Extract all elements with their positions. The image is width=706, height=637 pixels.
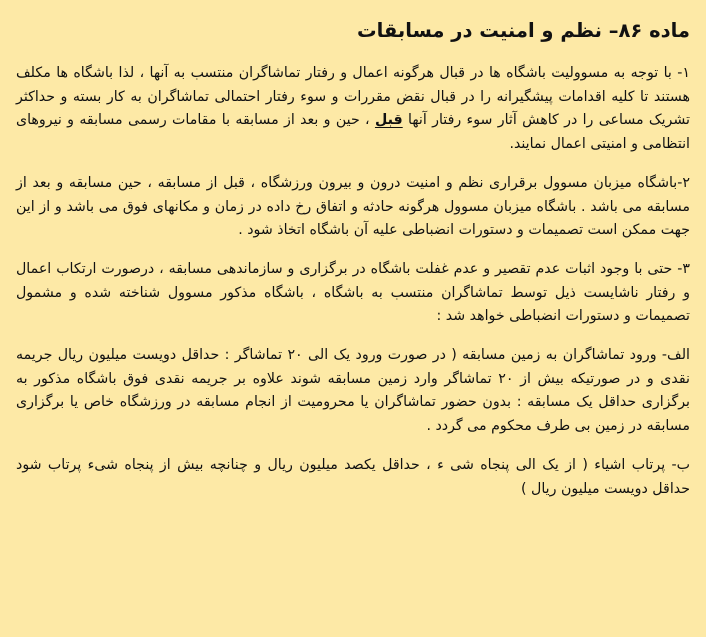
paragraph-3: ۳- حتی با وجود اثبات عدم تقصیر و عدم غفلت باشگاه در برگزاری و سازماندهی مسابقه ، درصورت ارتکاب اعمال و رفتار ناشایست ذیل توسط تماشاگران منتسب به باشگاه ، باشگاه مذکور مسوول شناخته شده و مشمول تصمیمات و دستورات انضباطی خواهد شد : — [16, 260, 690, 325]
paragraph-be: ب- پرتاب اشیاء ( از یک الی پنجاه شی ء ، حداقل یکصد میلیون ریال و چنانچه بیش از پنجاه شیء پرتاب شود حداقل دویست میلیون ریال ) — [16, 456, 690, 497]
paragraph-1 — [16, 62, 690, 157]
paragraph-2: ۲-باشگاه میزبان مسوول برقراری نظم و امنیت درون و بیرون ورزشگاه ، قبل از مسابقه ، حین مسابقه و بعد از مسابقه می باشد . باشگاه میزبان مسوول هرگونه حادثه و اتفاق رخ داده در زمان و مکانهای فوق می باشد و از این جهت ممکن است تصمیمات و دستورات انضباطی علیه آن باشگاه اتخاذ شود . — [16, 174, 690, 239]
paragraph-1-text-end: ، حین و بعد از مسابقه با مقامات رسمی مسابقه و نیروهای انتظامی و امنیتی اعمال نمایند. — [16, 112, 690, 153]
paragraph-alef: الف- ورود تماشاگران به زمین مسابقه ( در صورت ورود یک الی ۲۰ تماشاگر : حداقل دویست میلیون ریال جریمه نقدی و در صورتیکه بیش از ۲۰ تماشاگر وارد زمین مسابقه شوند علاوه بر جریمه نقدی فوق باشگاه مذکور به برگزاری حداقل یک مسابقه : بدون حضور تماشاگران یا محرومیت از انجام مسابقه در ورزشگاه خاص یا برگزاری مسابقه در زمین بی طرف محکوم می گردد . — [16, 347, 690, 435]
article-title: ماده ۸۶– نظم و امنیت در مسابقات — [356, 19, 690, 42]
underlined-word-before: قبل — [374, 112, 403, 129]
paragraph-1-text-start: ۱- با توجه به مسوولیت باشگاه ها در قبال هرگونه اعمال و رفتار تماشاگران منتسب به آنها ، لذا باشگاه ها مکلف هستند تا کلیه اقدامات پیشگیرانه را در قبال نقض مقررات و سوء رفتار احتمالی تماشاگران به کار بسته و حداکثر تشریک مساعی را در کاهش آثار سوء رفتار آنها — [16, 65, 690, 129]
